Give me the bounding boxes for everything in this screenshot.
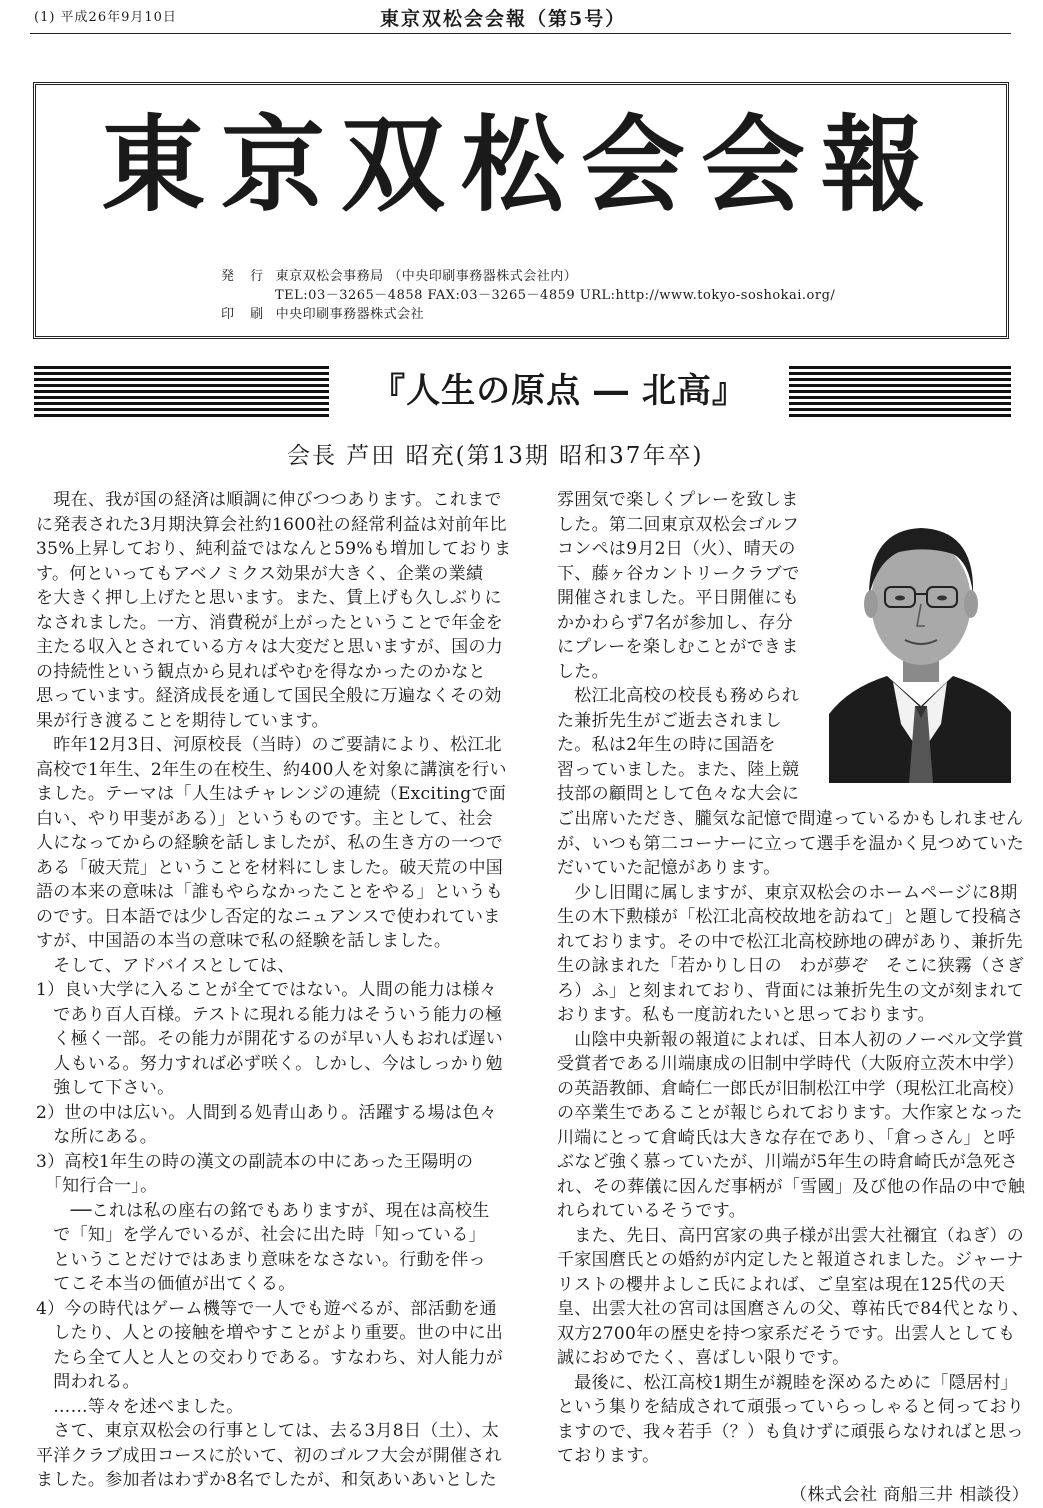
text-line: が、いつも第二コーナーに立って選手を温かく見つめていた	[557, 833, 1025, 854]
publisher: 東京双松会事務局 （中央印刷事務器株式会社内）	[275, 269, 578, 284]
text-line: 少し旧聞に属しますが、東京双松会のホームページに8期	[557, 882, 1018, 903]
article-right-column	[557, 807, 1030, 1469]
text-line: 強して下さい。	[36, 1078, 175, 1098]
text-line: たら全て人と人との交わりである。すなわち、対人能力が	[36, 1347, 504, 1368]
text-line: 現在、我が国の経済は順調に伸びつつあります。これまで	[36, 490, 502, 510]
text-line: リストの櫻井よしこ氏によれば、ご皇室は現在125代の天	[557, 1274, 1006, 1295]
text-line: さて、東京双松会の行事としては、去る3月8日（土）、太	[36, 1421, 500, 1441]
text-line: であり百人百様。テストに現れる能力はそういう能力の極	[36, 1004, 503, 1025]
text-line: した。	[557, 661, 609, 682]
text-line: 2）世の中は広い。人間到る処青山あり。活躍する場は色々	[36, 1102, 497, 1123]
text-line: 問われる。	[36, 1372, 140, 1392]
text-line: すが、中国語の本当の意味で私の経験を話しました。	[36, 931, 452, 951]
text-line: な所にある。	[36, 1127, 158, 1147]
text-line: た。私は2年生の時に国語を	[557, 735, 776, 755]
article-left-column	[36, 488, 523, 1493]
text-line: なされました。一方、消費税が上がったということで年金を	[36, 612, 504, 633]
text-line: だいていた記憶があります。	[557, 858, 781, 878]
issue-title: 東京双松会会報（第5号）	[380, 8, 627, 30]
text-line: 昨年12月3日、河原校長（当時）のご要請により、松江北	[36, 735, 502, 755]
text-line: おります。私も一度訪れたいと思っております。	[557, 1005, 935, 1025]
text-line: 1）良い大学に入ることが全てではない。人間の能力は様々	[36, 980, 497, 1000]
headline-banner	[34, 362, 1011, 420]
text-line: てこそ本当の価値が出てくる。	[36, 1274, 296, 1294]
printer-label: 印 刷	[221, 307, 270, 322]
text-line: ますので、我々若手（？）も負けずに頑張らなければと思っ	[557, 1421, 1024, 1442]
text-line: 主たる収入とされている方々は大変だと思いますが、国の力	[36, 637, 504, 657]
publisher-line	[221, 265, 577, 284]
text-line: ぶなど強く慕っていたが、川端が5年生の時倉崎氏が急死さ	[557, 1152, 1018, 1172]
text-line: 語の本来の意味は「誰もやらなかったことをやる」というも	[36, 882, 504, 902]
author-photo	[829, 492, 1011, 783]
text-line: したり、人との接触を増やすことがより重要。世の中に出	[36, 1323, 504, 1343]
text-line: 下、藤ヶ谷カントリークラブで	[557, 563, 800, 584]
text-line: ました。テーマは「人生はチャレンジの連続（Excitingで面	[36, 784, 506, 804]
text-line: そして、アドバイスとしては、	[36, 955, 295, 976]
article-headline: 『人生の原点 ― 北高』	[329, 362, 789, 420]
text-line: 「知行合一」。	[36, 1176, 158, 1196]
text-line: のです。日本語では少し否定的なニュアンスで使われていま	[36, 906, 501, 927]
text-line: 生の木下勲様が「松江北高校故地を訪ねて」と題して投稿さ	[557, 907, 1024, 927]
text-line: 生の詠まれた「若かりし日の わが夢ぞ そこに狭霧（さぎ	[557, 956, 1025, 976]
text-line: ──これは私の座右の銘でもありますが、現在は高校生	[36, 1200, 490, 1221]
text-line: 3）高校1年生の時の漢文の副読本の中にあった王陽明の	[36, 1151, 474, 1172]
text-line: 35%上昇しており、純利益ではなんと59%も増加しておりま	[36, 539, 512, 559]
author-credit: （株式会社 商船三井 相談役）	[790, 1485, 1030, 1505]
text-line: れ、その葬儀に因んだ事柄が「雪國」及び他の作品の中で触	[557, 1176, 1026, 1197]
text-line: 技部の顧問として色々な大会に	[557, 784, 800, 804]
masthead	[33, 82, 1009, 339]
text-line: を大きく押し上げたと思います。また、賃上げも久しぶりに	[36, 588, 502, 608]
contact-line: TEL:03－3265－4858 FAX:03－3265－4859 URL:http://www.tokyo-soshokai.org/	[275, 288, 836, 303]
text-line: ろ）ふ」と刻まれており、背面には兼折先生の文が刻まれて	[557, 980, 1025, 1001]
text-line: 受賞者である川端康成の旧制中学時代（大阪府立茨木中学）	[557, 1054, 1025, 1074]
text-line: ました。参加者はわずか8名でしたが、和気あいあいとした	[36, 1470, 497, 1490]
text-line: 4）今の時代はゲーム機等で一人でも遊べるが、部活動を通	[36, 1298, 497, 1319]
text-line: た兼折先生がご逝去されまし	[557, 710, 782, 731]
text-line: れられているそうです。	[557, 1201, 746, 1221]
article-byline: 会長 芦田 昭充(第13期 昭和37年卒)	[287, 443, 704, 469]
text-line: れております。その中で松江北高校跡地の碑があり、兼折先	[557, 931, 1023, 952]
text-line: 人になってからの経験を話しましたが、私の生き方の一つで	[36, 833, 504, 853]
article-right-column-top	[557, 488, 822, 807]
text-line: 平洋クラブ成田コースに於いて、初のゴルフ大会が開催され	[36, 1445, 502, 1466]
text-line: また、先日、高円宮家の典子様が出雲大社禰宜（ねぎ）の	[557, 1225, 1025, 1246]
masthead-title: 東京双松会会報	[100, 103, 941, 226]
text-line: した。第二回東京双松会ゴルフ	[557, 514, 800, 535]
text-line: 川端にとって倉崎氏は大きな存在であり、「倉っさん」と呼	[557, 1127, 1016, 1148]
text-line: 誠におめでたく、喜ばしい限りです。	[557, 1348, 850, 1368]
text-line: く極く一部。その能力が開花するのが早い人もおれば遅い	[36, 1029, 504, 1049]
text-line: ある「破天荒」ということを材料にしました。破天荒の中国	[36, 857, 504, 878]
text-line: で「知」を学んでいるが、社会に出た時「知っている」	[36, 1225, 486, 1245]
text-line: 白い、やり甲斐がある）」というものです。主として、社会	[36, 808, 493, 829]
text-line: 最後に、松江高校1期生が親睦を深めるために「隠居村」	[557, 1372, 1018, 1393]
text-line: 思っています。経済成長を通して国民全般に万遍なくその効	[36, 686, 502, 706]
printer-line	[221, 303, 424, 322]
text-line: 開催されました。平日開催にも	[557, 588, 800, 608]
issue-date: (1) 平成26年9月10日	[34, 10, 177, 25]
header-rule	[30, 33, 1011, 34]
text-line: ております。	[557, 1446, 660, 1466]
text-line: に発表された3月期決算会社約1600社の経常利益は対前年比	[36, 514, 507, 535]
text-line: コンペは9月2日（火）、晴天の	[557, 539, 796, 559]
printer: 中央印刷事務器株式会社	[275, 307, 425, 322]
text-line: かかわらず7名が参加し、存分	[557, 612, 794, 633]
text-line: 果が行き渡ることを期待しています。	[36, 710, 329, 731]
text-line: 双方2700年の歴史を持つ家系だそうです。出雲人としても	[557, 1323, 1016, 1344]
text-line: す。何といってもアベノミクス効果が大きく、企業の業績	[36, 563, 484, 584]
text-line: 松江北高校の校長も務められ	[557, 686, 800, 706]
publisher-label: 発 行	[221, 269, 270, 284]
text-line: の持続性という観点から見ればやむを得なかったのかなと	[36, 661, 486, 682]
text-line: ということだけではあまり意味をなさない。行動を伴っ	[36, 1249, 486, 1270]
text-line: の卒業生であることが報じられております。大作家となった	[557, 1103, 1023, 1123]
text-line: の英語教師、倉崎仁一郎氏が旧制松江中学（現松江北高校）	[557, 1078, 1025, 1099]
text-line: 千家国麿氏との婚約が内定したと報道されました。ジャーナ	[557, 1250, 1024, 1270]
text-line: ……等々を述べました。	[36, 1396, 244, 1417]
text-line: 高校で1年生、2年生の在校生、約400人を対象に講演を行い	[36, 759, 507, 780]
text-line: 人もいる。努力すれば必ず咲く。しかし、今はしっかり勉	[36, 1053, 503, 1074]
text-line: という集りを結成されて頑張っていらっしゃると伺っており	[557, 1397, 1025, 1417]
text-line: 雰囲気で楽しくプレーを致しま	[557, 490, 799, 510]
text-line: 習っていました。また、陸上競	[557, 759, 800, 780]
text-line: ご出席いただき、朧気な記憶で間違っているかもしれません	[557, 809, 1024, 829]
text-line: 皇、出雲大社の宮司は国麿さんの父、尊祐氏で84代となり、	[557, 1299, 1030, 1319]
text-line: 山陰中央新報の報道によれば、日本人初のノーベル文学賞	[557, 1029, 1024, 1050]
text-line: にプレーを楽しむことができま	[557, 637, 799, 657]
